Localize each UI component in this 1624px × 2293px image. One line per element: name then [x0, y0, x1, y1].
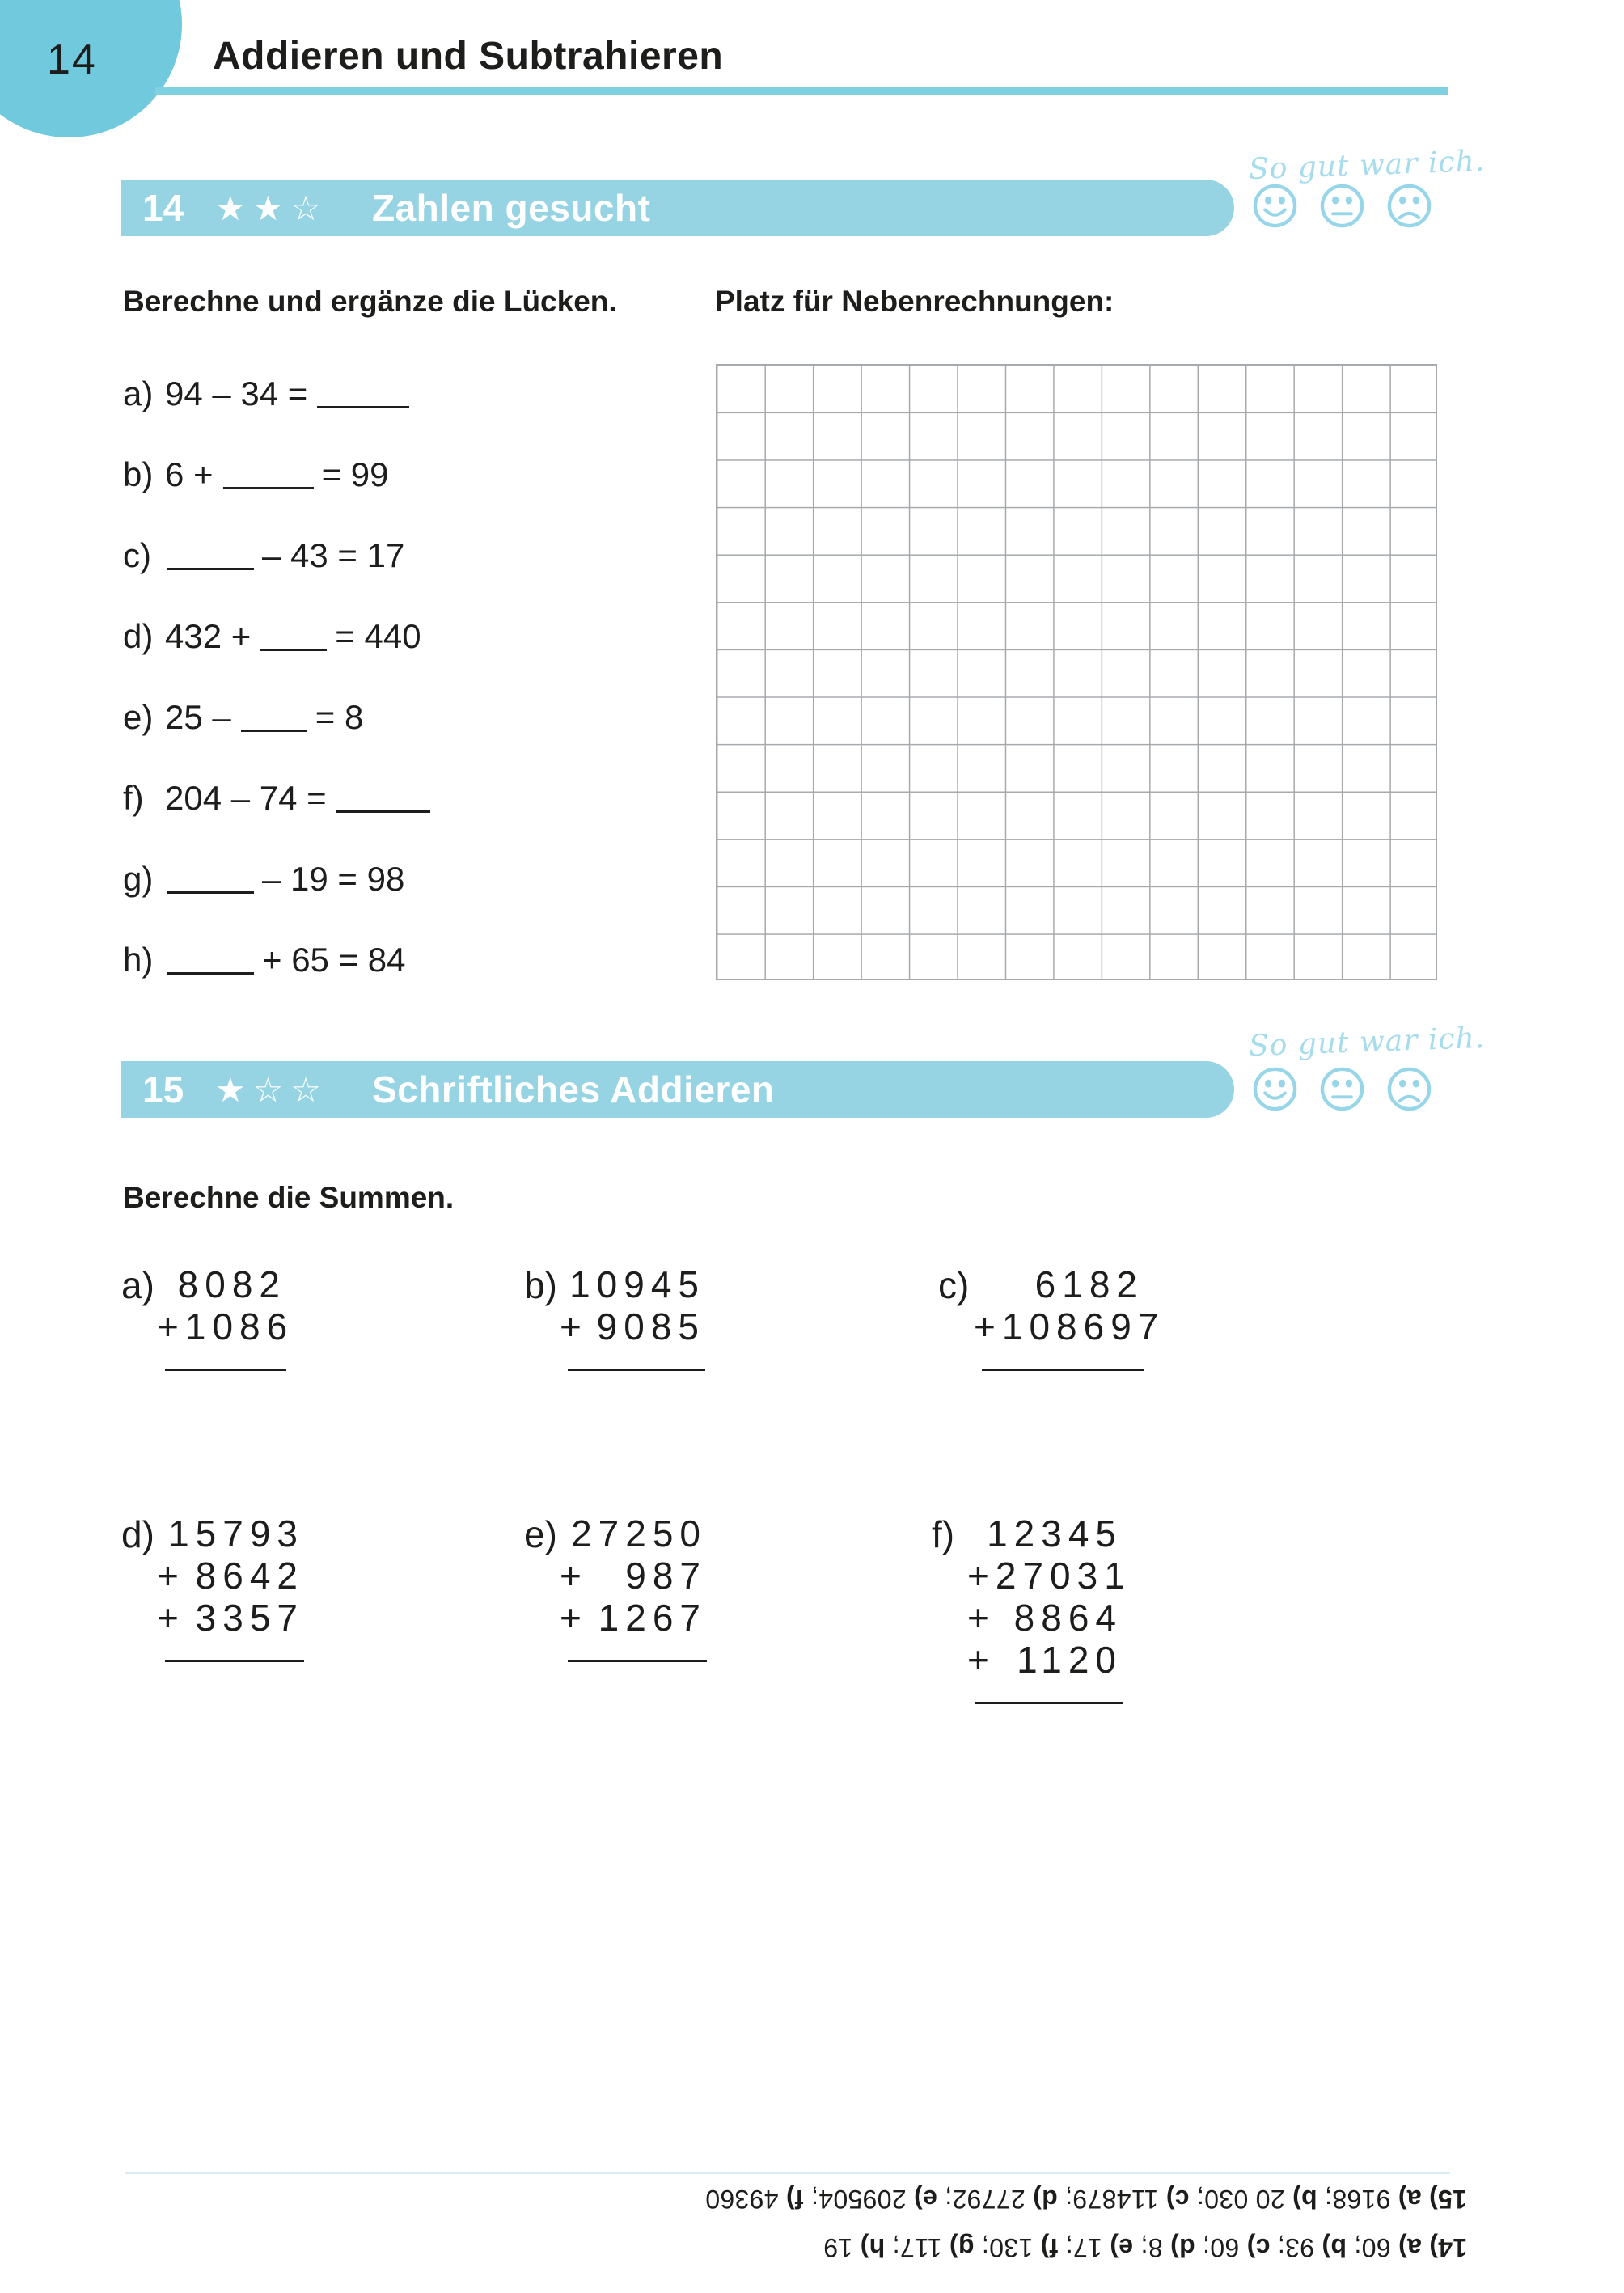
addend-number: 6182: [1034, 1263, 1144, 1305]
addend-number: 8082: [177, 1263, 286, 1305]
exercise-label: g): [123, 860, 154, 898]
addend-number: 15793: [168, 1512, 304, 1555]
addend-number: 1086: [184, 1305, 294, 1347]
exercise-text: 94 – 34 =: [165, 374, 308, 412]
exercise-text: 6 +: [165, 455, 214, 493]
task-banner-14: [121, 180, 1234, 236]
addend-number: 1120: [1017, 1639, 1123, 1681]
plus-sign: +: [967, 1639, 996, 1681]
task15-instruction: Berechne die Summen.: [123, 1181, 455, 1214]
exercise-row: [123, 941, 414, 979]
addend-row: [974, 1263, 1144, 1305]
addend-row: [974, 1305, 1165, 1347]
addend-number: 8642: [195, 1555, 304, 1597]
exercise-text: = 99: [321, 455, 389, 493]
plus-sign: +: [157, 1597, 185, 1639]
answer-line[interactable]: [568, 1660, 707, 1662]
problem-label: d): [121, 1513, 154, 1555]
addend-row: [157, 1305, 294, 1347]
task14-instruction: Berechne und ergänze die Lücken.: [123, 285, 617, 318]
exercise-text: + 65 = 84: [262, 941, 406, 979]
plus-sign: +: [560, 1555, 588, 1597]
answer-line[interactable]: [982, 1369, 1144, 1371]
exercise-text: = 440: [335, 617, 421, 655]
addend-row: [157, 1512, 304, 1555]
answer-blank[interactable]: [317, 400, 409, 408]
addition-problem: [938, 1263, 1165, 1371]
addend-number: 1267: [598, 1597, 707, 1639]
exercise-text: = 8: [315, 698, 364, 736]
answer-blank[interactable]: [167, 966, 254, 975]
addend-number: 27031: [995, 1555, 1131, 1597]
answer-key-line-15: 15) a) 9168; b) 20 030; c) 114879; d) 27792; e) 209504; f) 49360: [705, 2185, 1467, 2214]
problem-label: e): [524, 1513, 557, 1555]
exercise-row: [123, 374, 417, 413]
plus-sign: +: [967, 1597, 996, 1639]
addend-number: 108697: [1001, 1305, 1165, 1347]
addition-problem: [524, 1512, 707, 1662]
feedback-label: So gut war ich.: [1248, 1021, 1486, 1064]
addend-row: [967, 1597, 1123, 1639]
addend-number: 3357: [195, 1597, 304, 1639]
plus-sign: +: [157, 1555, 185, 1597]
addend-number: 10945: [569, 1263, 705, 1305]
exercise-row: [123, 698, 371, 737]
exercise-row: [123, 779, 438, 818]
page-number: 14: [47, 36, 97, 83]
addend-row: [560, 1263, 705, 1305]
task-number: 15: [142, 1068, 184, 1111]
addend-row: [157, 1263, 286, 1305]
answer-line[interactable]: [568, 1369, 705, 1371]
header-rule: [155, 87, 1448, 95]
neutral-face-icon[interactable]: [1319, 1066, 1365, 1112]
exercise-row: [123, 617, 429, 656]
difficulty-stars-icon: ★★☆: [215, 188, 328, 227]
exercise-row: [123, 455, 396, 494]
addend-number: 987: [625, 1555, 707, 1597]
answer-line[interactable]: [165, 1660, 304, 1662]
addend-row: [157, 1555, 304, 1597]
plus-sign: +: [560, 1597, 588, 1639]
answer-key-line-14: 14) a) 60; b) 93; c) 60; d) 8; e) 17; f) 130; g) 117; h) 19: [823, 2233, 1467, 2262]
addend-number: 12345: [987, 1512, 1123, 1555]
answer-blank[interactable]: [260, 642, 327, 651]
exercise-text: – 43 = 17: [262, 536, 405, 574]
feedback-smiley-row: [1252, 1066, 1432, 1112]
exercise-label: c): [123, 536, 151, 574]
answer-blank[interactable]: [167, 561, 254, 570]
feedback-label: So gut war ich.: [1248, 144, 1486, 187]
problem-label: f): [932, 1513, 955, 1555]
addend-row: [967, 1555, 1131, 1597]
plus-sign: +: [157, 1305, 185, 1347]
answer-blank[interactable]: [223, 480, 314, 489]
problem-label: a): [121, 1264, 154, 1306]
addition-problem: [524, 1263, 705, 1371]
scratch-area-label: Platz für Nebenrechnungen:: [715, 285, 1114, 318]
exercise-text: – 19 = 98: [262, 860, 405, 898]
exercise-text: 432 +: [165, 617, 252, 655]
scratch-grid[interactable]: [716, 364, 1437, 980]
problem-label: b): [524, 1264, 557, 1306]
exercise-label: b): [123, 455, 154, 493]
problem-label: c): [938, 1264, 970, 1306]
exercise-text: 25 –: [165, 698, 231, 736]
addition-problem: [121, 1263, 294, 1371]
addition-problem: [121, 1512, 304, 1662]
task-title: Schriftliches Addieren: [372, 1068, 775, 1111]
task-banner-15: [121, 1061, 1234, 1118]
answer-blank[interactable]: [336, 804, 430, 813]
neutral-face-icon[interactable]: [1319, 183, 1365, 229]
addend-number: 27250: [571, 1512, 707, 1555]
addend-row: [967, 1512, 1123, 1555]
exercise-label: e): [123, 698, 154, 736]
addend-row: [967, 1639, 1123, 1681]
exercise-label: a): [123, 374, 154, 412]
answer-blank[interactable]: [167, 885, 254, 894]
answer-line[interactable]: [975, 1702, 1123, 1704]
page-header-title: Addieren und Subtrahieren: [213, 35, 724, 78]
footer-rule: [125, 2172, 1450, 2174]
exercise-row: [123, 860, 412, 899]
addend-row: [560, 1597, 707, 1639]
sad-face-icon[interactable]: [1386, 183, 1432, 229]
addend-row: [560, 1512, 707, 1555]
exercise-label: d): [123, 617, 154, 655]
answer-line[interactable]: [165, 1369, 286, 1371]
sad-face-icon[interactable]: [1386, 1066, 1432, 1112]
addition-problem: [932, 1512, 1131, 1704]
task-title: Zahlen gesucht: [372, 187, 651, 229]
feedback-smiley-row: [1252, 183, 1432, 229]
exercise-row: [123, 536, 412, 575]
exercise-text: 204 – 74 =: [165, 779, 327, 817]
exercise-label: h): [123, 941, 154, 979]
task-number: 14: [142, 187, 184, 229]
addend-row: [560, 1305, 705, 1347]
addend-row: [157, 1597, 304, 1639]
plus-sign: +: [560, 1305, 588, 1347]
difficulty-stars-icon: ★☆☆: [215, 1070, 328, 1109]
plus-sign: +: [974, 1305, 1002, 1347]
happy-face-icon[interactable]: [1252, 1066, 1298, 1112]
exercise-label: f): [123, 779, 144, 817]
plus-sign: +: [967, 1555, 996, 1597]
answer-blank[interactable]: [241, 723, 307, 732]
addend-number: 8864: [1013, 1597, 1123, 1639]
addend-row: [560, 1555, 707, 1597]
addend-number: 9085: [596, 1305, 705, 1347]
happy-face-icon[interactable]: [1252, 183, 1298, 229]
